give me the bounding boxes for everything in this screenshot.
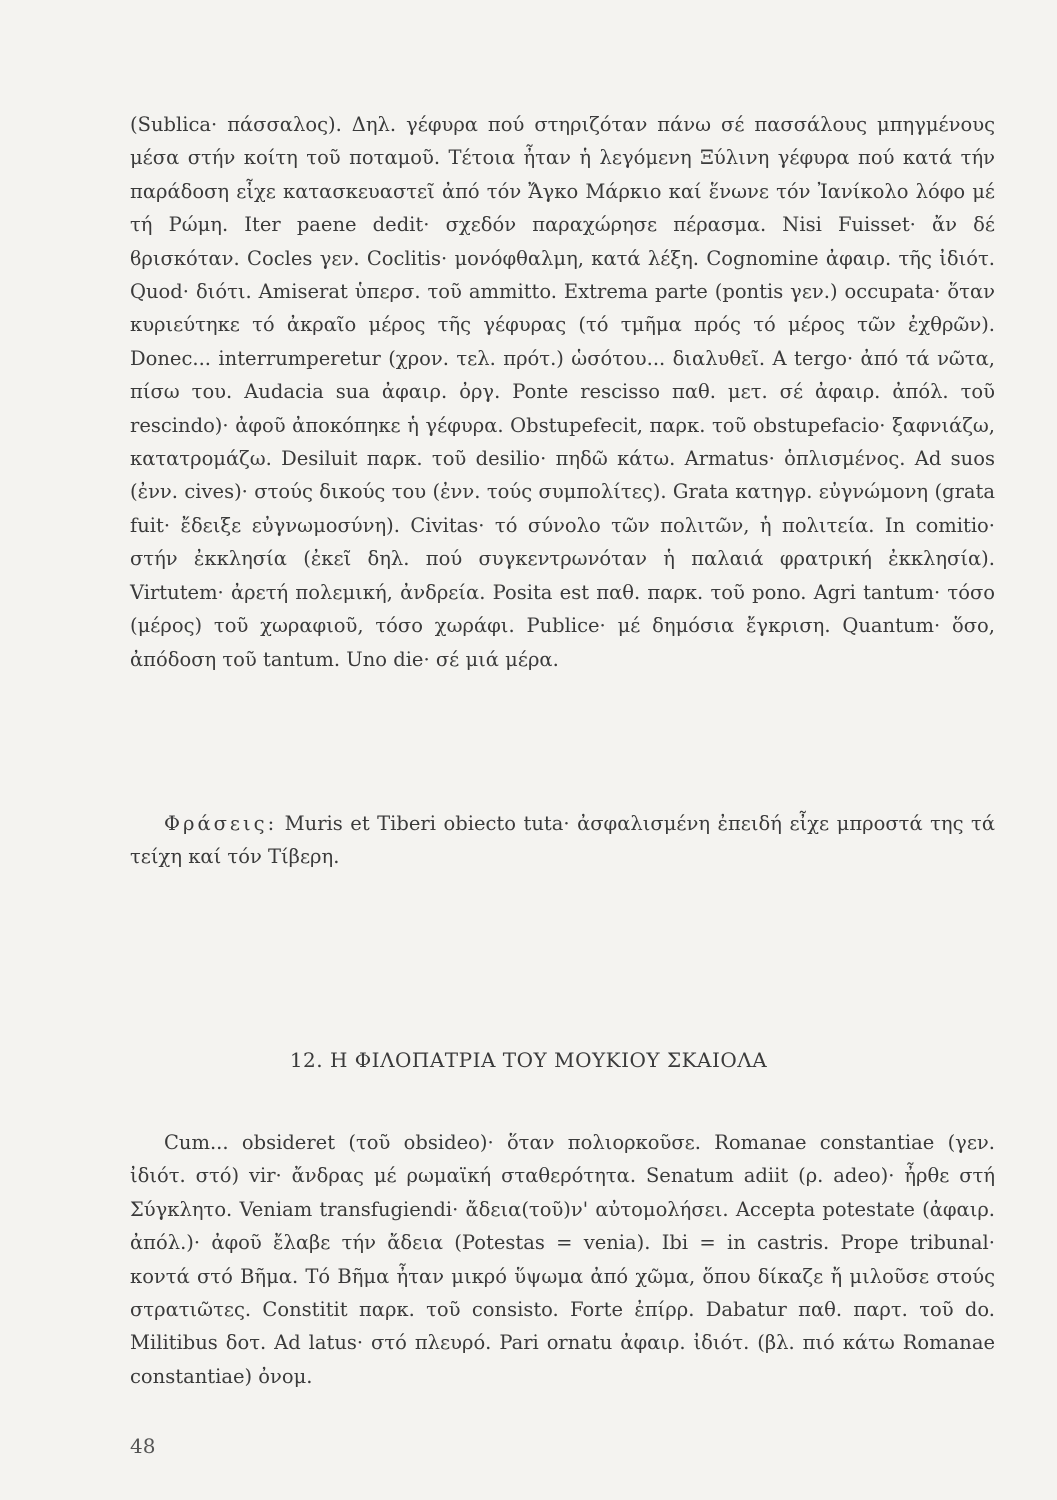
commentary-paragraph-1: (Sublica· πάσσαλος). Δηλ. γέφυρα πού στηριζόταν πάνω σέ πασσάλους μπηγμένους μέσα στήν κοίτη τοῦ ποταμοῦ. Τέτοια ἦταν ἡ λεγόμενη Ξύλινη γέφυρα πού κατά τήν παράδοση εἶχε κατασκευαστεῖ ἀπό τόν Ἄγκο Μάρκιο καί ἕνωνε τόν Ἰανίκολο λόφο μέ τή Ρώμη. Iter paene dedit· σχεδόν παραχώρησε πέρασμα. Nisi Fuisset· ἄν δέ ϐρισκόταν. Cocles γεν. Coclitis· μονόφθαλμη, κατά λέξη. Cognomine ἀφαιρ. τῆς ἰδιότ. Quod· διότι. Amiserat ὑπερσ. τοῦ ammitto. Extrema parte (pontis γεν.) occupata· ὅταν κυριεύτηκε τό ἀκραῖο μέρος τῆς γέφυρας (τό τμῆμα πρός τό μέρος τῶν ἐχθρῶν). Donec... interrumperetur (χρον. τελ. πρότ.) ὡσότου... διαλυθεῖ. A tergo· ἀπό τά νῶτα, πίσω του. Audacia sua ἀφαιρ. ὀργ. Ponte rescisso παθ. μετ. σέ ἀφαιρ. ἀπόλ. τοῦ rescindo)· ἀφοῦ ἀποκόπηκε ἡ γέφυρα. Obstupefecit, παρκ. τοῦ obstupefacio· ξαφνιάζω, κατατρομάζω. Desiluit παρκ. τοῦ desilio· πηδῶ κάτω. Armatus· ὁπλισμένος. Ad suos (ἐνν. cives)· στούς δικούς του (ἐνν. τούς συμπολίτες). Grata κατηγρ. εὐγνώμονη (grata fuit· ἔδειξε εὐγνωμοσύνη). Civitas· τό σύνολο τῶν πολιτῶν, ἡ πολιτεία. In comitio· στήν ἐκκλησία (ἐκεῖ δηλ. πού συγκεντρωνόταν ἡ παλαιά φρατρική ἐκκλησία). Virtutem· ἀρετή πολεμική, ἀνδρεία. Posita est παθ. παρκ. τοῦ pono. Agri tantum· τόσο (μέρος) τοῦ χωραφιοῦ, τόσο χωράφι. Publice· μέ δημόσια ἔγκριση. Quantum· ὅσο, ἀπόδοση τοῦ tantum. Uno die· σέ μιά μέρα. [130,113,995,671]
phrases-label: Φράσεις: [164,812,278,835]
phrases-text: Muris et Tiberi obiecto tuta· ἀσφαλισμένη ἐπειδή εἶχε μπροστά της τά τείχη καί τόν Τίβερη. [130,812,995,869]
page-number: 48 [130,1434,156,1458]
phrases-paragraph [130,807,995,874]
section-heading: 12. Η ΦΙΛΟΠΑΤΡΙΑ ΤΟΥ ΜΟΥΚΙΟΥ ΣΚΑΙΟΛΑ [289,1048,768,1072]
commentary-paragraph-2: Cum... obsideret (τοῦ obsideo)· ὅταν πολιορκοῦσε. Romanae constantiae (γεν. ἰδιότ. στό) vir· ἄνδρας μέ ρωμαϊκή σταθερότητα. Senatum adiit (ρ. adeo)· ἦρθε στή Σύγκλητο. Veniam transfugiendi· ἄδεια(τοῦ)ν' αὐτομολήσει. Accepta potestate (ἀφαιρ. ἀπόλ.)· ἀφοῦ ἔλαβε τήν ἄδεια (Potestas = venia). Ibi = in castris. Prope tribunal· κοντά στό Βῆμα. Τό Βῆμα ἦταν μικρό ὕψωμα ἀπό χῶμα, ὅπου δίκαζε ἤ μιλοῦσε στούς στρατιῶτες. Constitit παρκ. τοῦ consisto. Forte ἐπίρρ. Dabatur παθ. παρτ. τοῦ do. Militibus δοτ. Ad latus· στό πλευρό. Pari ornatu ἀφαιρ. ἰδιότ. (βλ. πιό κάτω Romanae constantiae) ὀνομ. [130,1131,995,1388]
